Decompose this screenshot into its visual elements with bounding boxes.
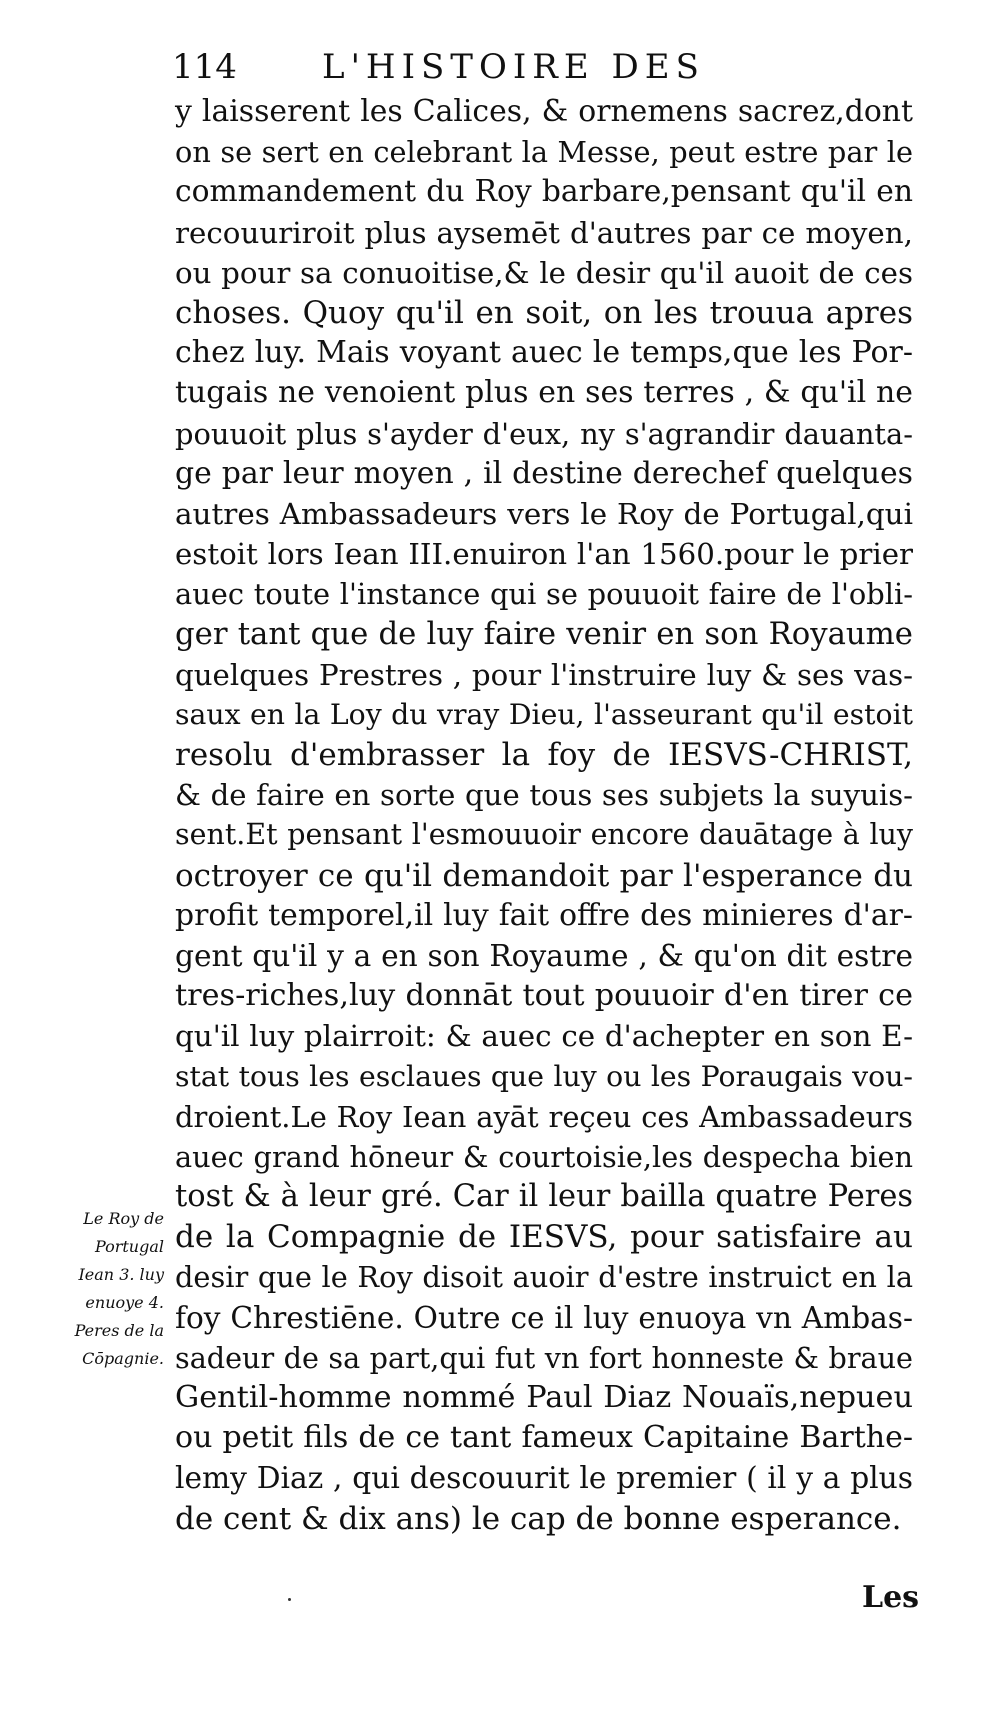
ink-speck [288,1598,291,1601]
text-line: tres-riches,luy donnāt tout pouuoir d'en tirer ce [175,978,913,1014]
text-line: octroyer ce qu'il demandoit par l'esperance du [175,857,913,894]
margin-note-line: Cōpagnie. [82,1349,164,1368]
text-line: droient.Le Roy Iean ayāt reçeu ces Ambassadeurs [175,1099,913,1134]
page-number: 114 [172,47,237,87]
body-text [175,92,913,1539]
text-line: quelques Prestres , pour l'instruire luy & ses vas- [175,657,913,692]
margin-note-line: Iean 3. luy [78,1265,164,1284]
text-line: & de faire en sorte que tous ses subjets la suyuis- [175,778,913,813]
text-line: on se sert en celebrant la Messe, peut estre par le [175,135,913,170]
page-header [172,44,912,90]
text-line: estoit lors Iean III.enuiron l'an 1560.pour le prier [175,537,913,572]
text-line: auec toute l'instance qui se pouuoit faire de l'obli- [175,577,913,612]
text-line: lemy Diaz , qui descouurit le premier ( il y a plus [175,1460,913,1496]
text-line: commandement du Roy barbare,pensant qu'il en [175,174,913,210]
text-line: recouuriroit plus aysemēt d'autres par ce moyen, [175,215,913,250]
text-line: qu'il luy plairroit: & auec ce d'achepter en son E- [175,1019,913,1054]
text-line: y laisserent les Calices, & ornemens sacrez,dont [175,94,913,129]
text-line: sent.Et pensant l'esmouuoir encore dauātage à luy [175,818,913,852]
text-line: choses. Quoy qu'il en soit, on les trouua apres [175,294,913,331]
text-line: resolu d'embrasser la foy de IESVS-CHRIST, [175,737,913,773]
text-line: profit temporel,il luy fait offre des minieres d'ar- [175,897,913,933]
text-line: autres Ambassadeurs vers le Roy de Portugal,qui [175,496,913,531]
text-line: ou petit fils de ce tant fameux Capitaine Barthe- [175,1420,913,1456]
text-line: ou pour sa conuoitise,& le desir qu'il auoit de ces [175,255,913,290]
text-line: de la Compagnie de IESVS, pour satisfaire au [175,1219,913,1256]
text-line: Gentil-homme nommé Paul Diaz Nouaïs,nepueu [175,1380,913,1415]
text-line: stat tous les esclaues que luy ou les Poraugais vou- [175,1059,913,1093]
margin-note-line: enuoye 4. [85,1293,164,1312]
margin-note-line: Le Roy de [83,1209,164,1228]
text-line: tost & à leur gré. Car il leur bailla quatre Peres [175,1179,913,1215]
text-line: chez luy. Mais voyant auec le temps,que les Por- [175,335,913,371]
text-line: ger tant que de luy faire venir en son Royaume [175,616,913,653]
text-line: gent qu'il y a en son Royaume , & qu'on dit estre [175,937,913,973]
text-line: sadeur de sa part,qui fut vn fort honneste & braue [175,1340,913,1375]
text-line: foy Chrestiēne. Outre ce il luy enuoya vn Ambas- [175,1300,913,1335]
text-line: saux en la Loy du vray Dieu, l'asseurant qu'il estoit [175,697,913,731]
text-line: ge par leur moyen , il destine derechef quelques [175,455,913,491]
margin-note-line: Peres de la [74,1321,164,1340]
text-line: de cent & dix ans) le cap de bonne esperance. [175,1500,902,1537]
text-line: auec grand hōneur & courtoisie,les despecha bien [175,1139,913,1174]
catchword: Les [862,1580,920,1615]
running-title: L'HISTOIRE DES [322,47,705,87]
margin-note [44,1205,164,1373]
text-line: pouuoit plus s'ayder d'eux, ny s'agrandir dauanta- [175,416,913,451]
text-line: desir que le Roy disoit auoir d'estre instruict en la [175,1260,913,1295]
text-line: tugais ne venoient plus en ses terres , & qu'il ne [175,375,913,411]
margin-note-line: Portugal [94,1237,164,1256]
